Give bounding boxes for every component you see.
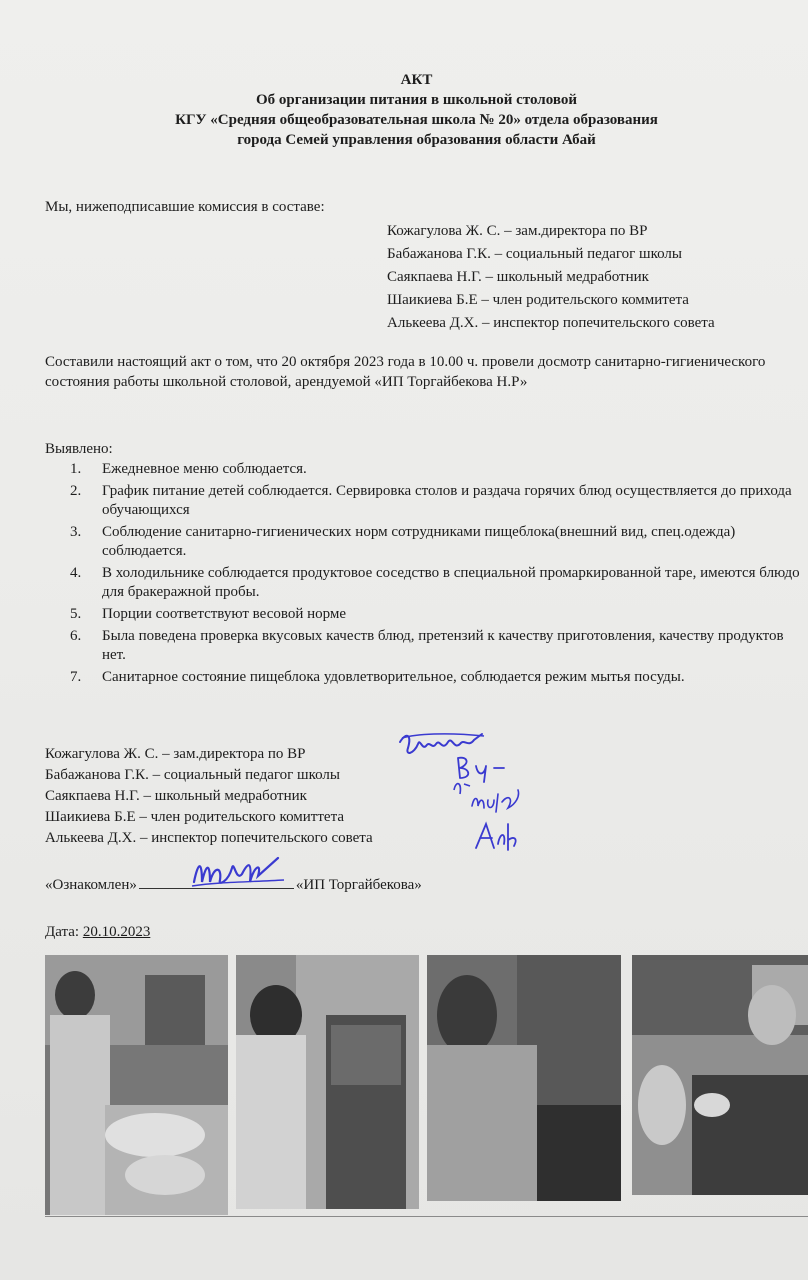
- finding-item: [62, 564, 802, 602]
- member-item: Бабажанова Г.К. – социальный педагог школы: [387, 246, 682, 262]
- acknowledged-prefix: «Ознакомлен»: [45, 877, 137, 893]
- city-line: города Семей управления образования области Абай: [237, 132, 596, 148]
- photo-3: [427, 955, 621, 1201]
- photo-4: [632, 955, 808, 1195]
- signers-list: [45, 744, 373, 849]
- finding-number: 3.: [70, 524, 82, 540]
- finding-item: [62, 460, 802, 479]
- finding-text: Порции соответствуют весовой норме: [102, 606, 347, 622]
- finding-item: [62, 627, 802, 665]
- finding-text: В холодильнике соблюдается продуктовое соседство в специальной промаркированной таре, имеются блюдо для бракеражной пробы.: [102, 565, 800, 600]
- signer-item: Алькеева Д.Х. – инспектор попечительского совета: [45, 830, 373, 846]
- acknowledged-suffix: «ИП Торгайбекова»: [295, 877, 422, 893]
- finding-number: 6.: [70, 628, 82, 644]
- page-bottom-rule: [45, 1216, 808, 1217]
- finding-number: 1.: [70, 461, 82, 477]
- intro-text: Мы, нижеподписавшие комиссия в составе:: [45, 199, 325, 215]
- member-item: Кожагулова Ж. С. – зам.директора по ВР: [387, 223, 648, 239]
- photo-1: [45, 955, 228, 1215]
- finding-item: [62, 523, 802, 561]
- member-item: Саякпаева Н.Г. – школьный медработник: [387, 269, 649, 285]
- finding-item: [62, 605, 802, 624]
- finding-number: 5.: [70, 606, 82, 622]
- signer-item: Бабажанова Г.К. – социальный педагог школы: [45, 767, 340, 783]
- finding-text: График питание детей соблюдается. Сервировка столов и раздача горячих блюд осуществляется до прихода обучающихся: [102, 483, 792, 518]
- finding-number: 2.: [70, 483, 82, 499]
- finding-item: [62, 482, 802, 520]
- findings-title: Выявлено:: [45, 441, 113, 457]
- signer-item: Кожагулова Ж. С. – зам.директора по ВР: [45, 746, 306, 762]
- doc-subtitle: Об организации питания в школьной столовой: [255, 92, 577, 108]
- signature-4: [470, 818, 520, 856]
- finding-number: 7.: [70, 669, 82, 685]
- signer-item: Шаикиева Б.Е – член родительского комиттета: [45, 809, 344, 825]
- finding-text: Санитарное состояние пищеблока удовлетворительное, соблюдается режим мытья посуды.: [102, 669, 685, 685]
- doc-title: АКТ: [400, 72, 433, 88]
- act-paragraph: Составили настоящий акт о том, что 20 октября 2023 года в 10.00 ч. провели досмотр санитарно-гигиенического состояния работы школьной столовой, арендуемой «ИП Торгайбекова Н.Р»: [45, 354, 766, 390]
- finding-text: Была поведена проверка вкусовых качеств блюд, претензий к качеству приготовления, качеству продуктов нет.: [102, 628, 784, 663]
- member-item: Шаикиева Б.Е – член родительского коммитета: [387, 292, 689, 308]
- finding-text: Ежедневное меню соблюдается.: [102, 461, 307, 477]
- school-name: КГУ «Средняя общеобразовательная школа № 20» отдела образования: [175, 112, 658, 128]
- photo-2: [236, 955, 419, 1209]
- finding-number: 4.: [70, 565, 82, 581]
- date-value: 20.10.2023: [82, 924, 151, 940]
- document-header: [0, 70, 808, 150]
- finding-item: [62, 668, 802, 687]
- member-item: Алькеева Д.Х. – инспектор попечительского совета: [387, 315, 715, 331]
- commission-members: [387, 220, 715, 335]
- finding-text: Соблюдение санитарно-гигиенических норм сотрудниками пищеблока(внешний вид, спец.одежда) соблюдается.: [102, 524, 736, 559]
- date-line: [45, 924, 150, 941]
- signer-item: Саякпаева Н.Г. – школьный медработник: [45, 788, 307, 804]
- signature-acknowledged: [188, 852, 288, 892]
- date-label: Дата:: [45, 924, 80, 940]
- findings-list: [62, 460, 802, 690]
- signature-3: [468, 786, 524, 820]
